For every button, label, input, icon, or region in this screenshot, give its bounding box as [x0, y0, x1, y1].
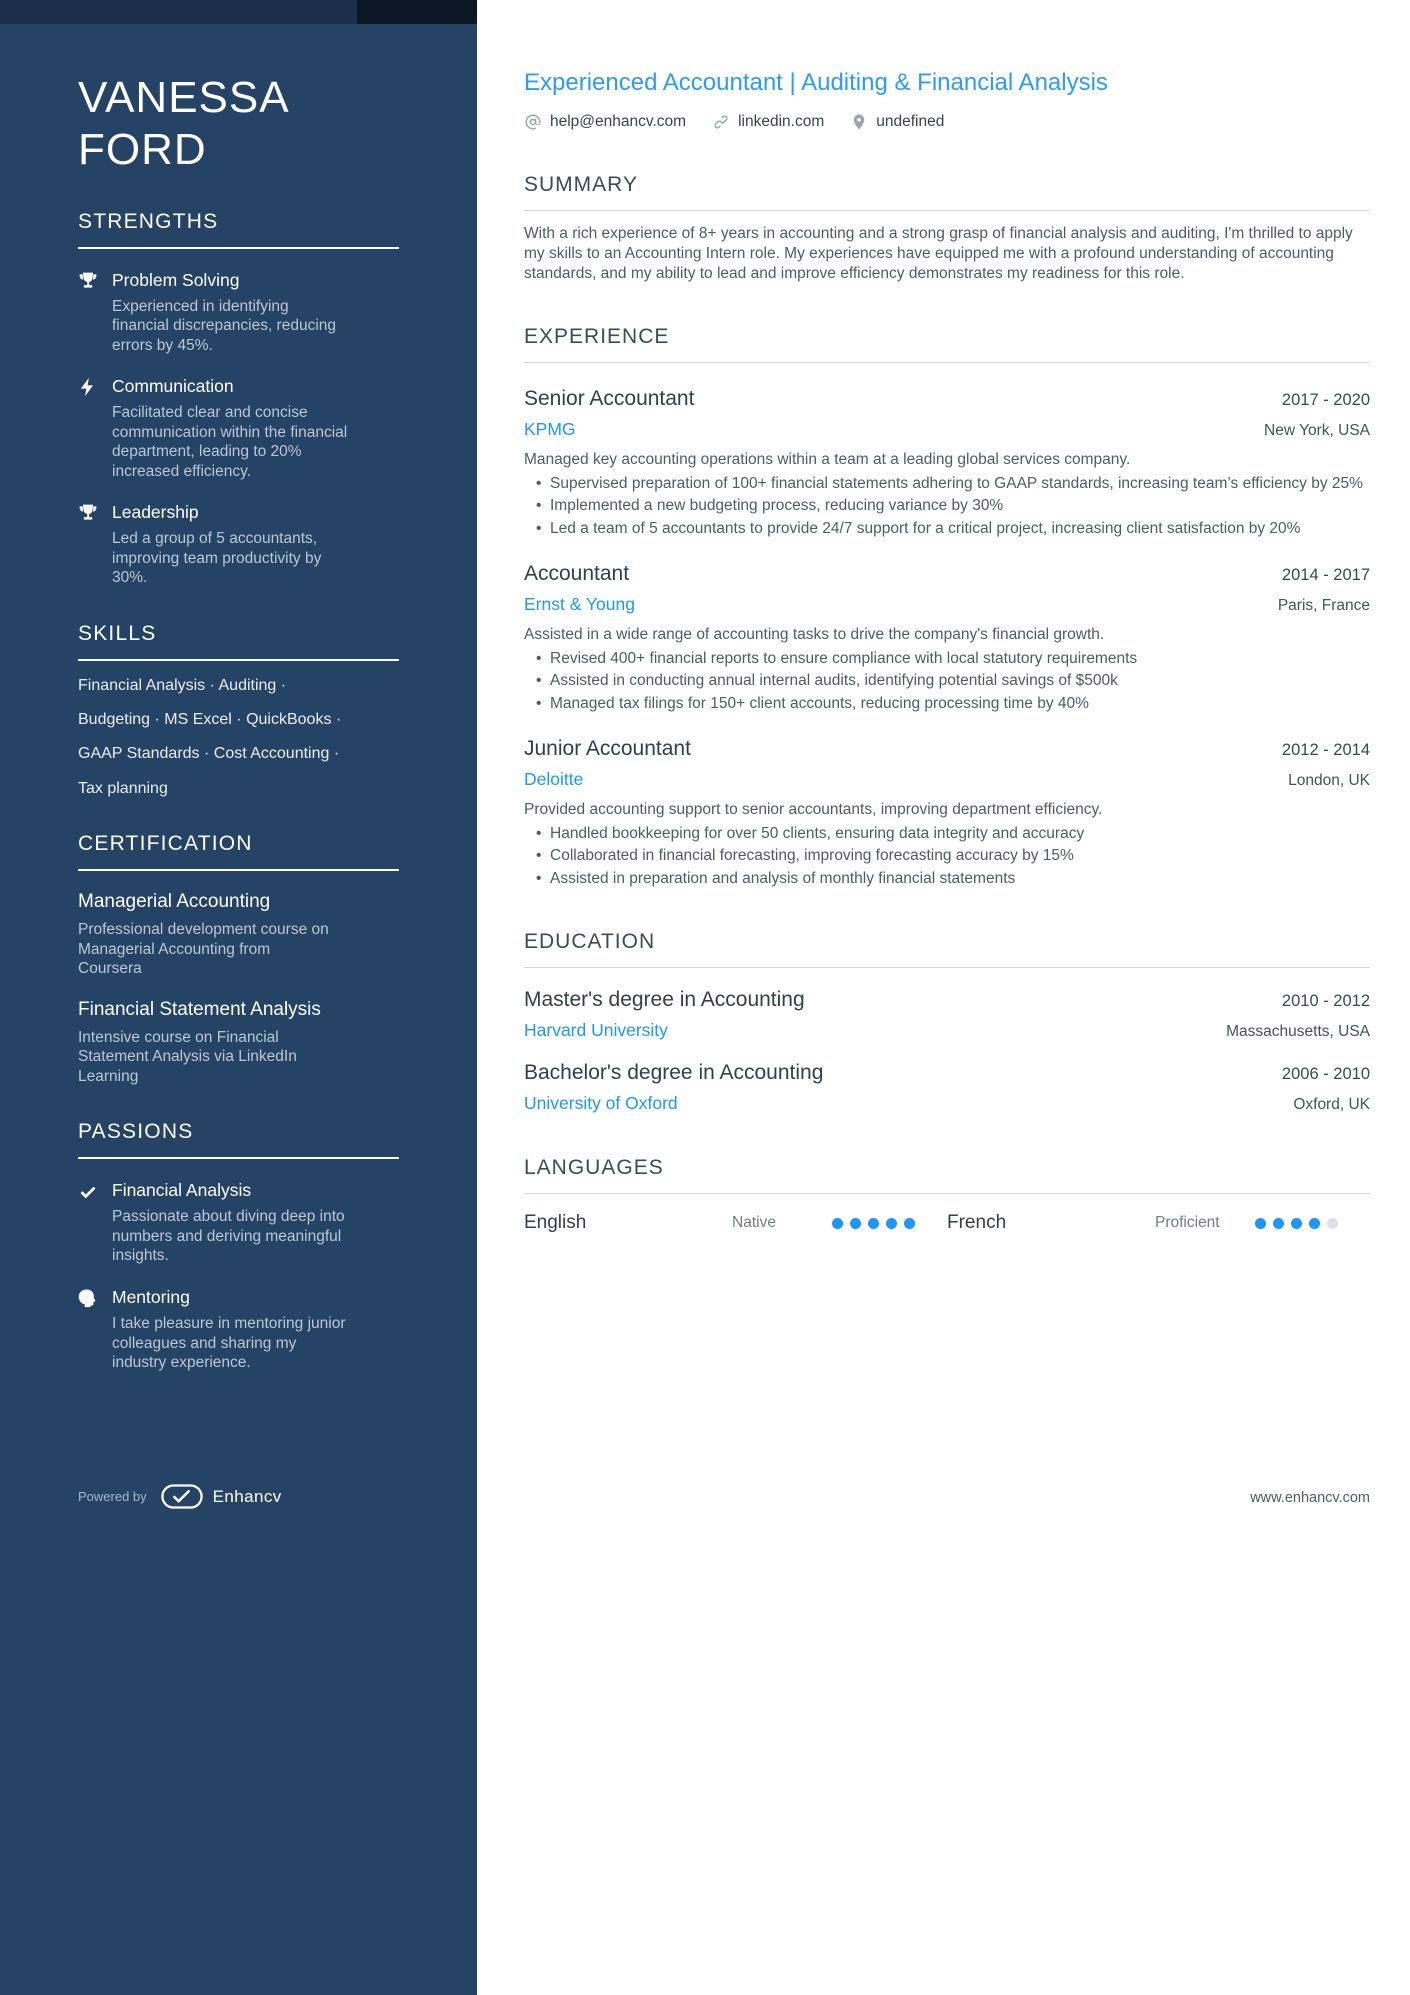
dot-filled — [868, 1218, 879, 1229]
company-name: KPMG — [524, 419, 576, 440]
passion-title: Mentoring — [112, 1286, 190, 1307]
divider — [78, 659, 399, 661]
location-text: undefined — [876, 113, 945, 131]
company-name: Ernst & Young — [524, 594, 635, 615]
strength-body — [112, 502, 349, 588]
certification-item — [78, 998, 399, 1087]
language-french — [947, 1212, 1370, 1234]
experience-section — [524, 325, 1370, 888]
enhancv-logo-icon — [161, 1484, 203, 1509]
divider — [78, 247, 399, 249]
job-bullet-list — [524, 474, 1370, 539]
strength-title: Problem Solving — [112, 269, 240, 290]
summary-text: With a rich experience of 8+ years in accounting and a strong grasp of financial analysis and auditing, I'm thrilled to apply my skills to an Accounting Intern role. My experiences have equipped me with a profound understanding of accounting standards, and my ability to lead and improve efficiency demonstrates my readiness for this role. — [524, 225, 1353, 282]
linkedin-contact[interactable] — [712, 113, 824, 131]
job-subheader — [524, 769, 1370, 790]
job-title: Senior Accountant — [524, 387, 695, 411]
job-bullet: • Managed tax filings for 150+ client accounts, reducing processing time by 40% — [524, 694, 1370, 714]
strength-item — [78, 502, 399, 588]
strength-item — [78, 270, 399, 356]
job-subheader — [524, 419, 1370, 440]
strength-body — [112, 270, 349, 356]
education-location: Oxford, UK — [1293, 1096, 1370, 1114]
passion-item — [78, 1287, 399, 1373]
strength-desc: Facilitated clear and concise communication within the financial department, leading to 20% increased efficiency. — [112, 404, 348, 480]
job-title: Junior Accountant — [524, 737, 691, 761]
experience-title: EXPERIENCE — [524, 325, 670, 349]
job-location: Paris, France — [1277, 597, 1370, 615]
skill-line: Budgeting · MS Excel · QuickBooks · — [78, 711, 342, 729]
dot-filled — [886, 1218, 897, 1229]
resume-headline: Experienced Accountant | Auditing & Financial Analysis — [524, 69, 1108, 96]
skill-line: Tax planning — [78, 779, 168, 797]
job-entry — [524, 737, 1370, 888]
passions-title: PASSIONS — [78, 1120, 194, 1144]
job-location: New York, USA — [1264, 422, 1370, 440]
enhancv-brand-name: Enhancv — [212, 1486, 282, 1506]
languages-section — [524, 1156, 1370, 1234]
dot-filled — [1255, 1218, 1266, 1229]
job-bullet: • Supervised preparation of 100+ financial statements adhering to GAAP standards, increasing team’s efficiency by 25% — [524, 474, 1370, 494]
job-summary: Managed key accounting operations within a team at a leading global services company. — [524, 451, 1131, 469]
company-name: Deloitte — [524, 769, 584, 790]
passion-desc: I take pleasure in mentoring junior colleagues and sharing my industry experience. — [112, 1314, 346, 1372]
strengths-title: STRENGTHS — [78, 209, 219, 233]
summary-section — [524, 173, 1370, 283]
job-header — [524, 737, 1370, 761]
head-icon — [78, 1288, 98, 1308]
bolt-icon — [78, 377, 98, 397]
skills-title: SKILLS — [78, 621, 157, 645]
education-title: EDUCATION — [524, 930, 656, 954]
education-entry — [524, 988, 1370, 1041]
strength-title: Leadership — [112, 502, 199, 523]
skill-line: GAAP Standards · Cost Accounting · — [78, 745, 340, 763]
location-pin-icon — [850, 113, 868, 131]
languages-row — [524, 1212, 1370, 1234]
job-dates: 2014 - 2017 — [1281, 566, 1370, 585]
language-english — [524, 1212, 947, 1234]
job-subheader — [524, 594, 1370, 615]
powered-by-label: Powered by — [78, 1489, 147, 1504]
sidebar — [0, 0, 477, 1995]
passions-section — [78, 1120, 399, 1372]
job-bullet: • Assisted in conducting annual internal audits, identifying potential savings of $500k — [524, 671, 1370, 691]
email-contact[interactable] — [524, 113, 686, 131]
link-icon — [712, 113, 730, 131]
powered-by-footer — [78, 1484, 282, 1509]
trophy-icon — [78, 271, 98, 291]
certification-desc: Intensive course on Financial Statement Analysis via LinkedIn Learning — [78, 1028, 297, 1085]
languages-title: LANGUAGES — [524, 1156, 664, 1180]
job-header — [524, 562, 1370, 586]
education-section — [524, 930, 1370, 1114]
education-subheader — [524, 1093, 1370, 1114]
school-name: University of Oxford — [524, 1093, 678, 1114]
passion-title: Financial Analysis — [112, 1180, 252, 1201]
certification-name: Financial Statement Analysis — [78, 998, 321, 1020]
job-entry — [524, 562, 1370, 713]
strength-title: Communication — [112, 376, 234, 397]
certification-item — [78, 890, 399, 979]
job-bullet: • Revised 400+ financial reports to ensure compliance with local statutory requirements — [524, 649, 1370, 669]
education-header — [524, 1061, 1370, 1085]
language-proficiency-dots — [832, 1218, 915, 1229]
dot-filled — [1273, 1218, 1284, 1229]
education-dates: 2010 - 2012 — [1281, 992, 1370, 1011]
education-location: Massachusetts, USA — [1226, 1023, 1370, 1041]
strength-desc: Led a group of 5 accountants, improving team productivity by 30%. — [112, 530, 322, 587]
dot-filled — [832, 1218, 843, 1229]
passion-body — [112, 1287, 349, 1373]
education-subheader — [524, 1020, 1370, 1041]
candidate-name: VANESSA FORD — [78, 73, 288, 174]
strength-body — [112, 376, 349, 481]
strengths-section — [78, 210, 399, 588]
dot-filled — [850, 1218, 861, 1229]
job-bullet-list — [524, 824, 1370, 889]
divider — [78, 869, 399, 871]
school-name: Harvard University — [524, 1020, 668, 1041]
linkedin-text: linkedin.com — [738, 113, 825, 131]
job-bullet: • Handled bookkeeping for over 50 clients, ensuring data integrity and accuracy — [524, 824, 1370, 844]
main-content — [477, 0, 1410, 1995]
education-header — [524, 988, 1370, 1012]
email-text: help@enhancv.com — [550, 113, 687, 131]
language-proficiency-dots — [1255, 1218, 1338, 1229]
job-bullet: • Assisted in preparation and analysis of monthly financial statements — [524, 869, 1370, 889]
job-dates: 2017 - 2020 — [1281, 391, 1370, 410]
certification-name: Managerial Accounting — [78, 890, 271, 912]
certification-title: CERTIFICATION — [78, 831, 253, 855]
divider — [78, 1157, 399, 1159]
sidebar-top-strip — [0, 0, 477, 24]
skill-line: Financial Analysis · Auditing · — [78, 676, 287, 694]
dot-filled — [1309, 1218, 1320, 1229]
summary-title: SUMMARY — [524, 173, 638, 197]
divider — [524, 210, 1370, 211]
job-dates: 2012 - 2014 — [1281, 741, 1370, 760]
job-bullet-list — [524, 649, 1370, 714]
degree-name: Bachelor's degree in Accounting — [524, 1061, 824, 1085]
dot-empty — [1327, 1218, 1338, 1229]
job-header — [524, 387, 1370, 411]
dot-filled — [1291, 1218, 1302, 1229]
job-location: London, UK — [1288, 772, 1370, 790]
certification-section — [78, 832, 399, 1087]
language-level: Proficient — [1155, 1214, 1220, 1232]
passion-item — [78, 1180, 399, 1266]
degree-name: Master's degree in Accounting — [524, 988, 805, 1012]
certification-desc: Professional development course on Managerial Accounting from Coursera — [78, 921, 329, 978]
at-icon — [524, 113, 542, 131]
passion-desc: Passionate about diving deep into numbers and deriving meaningful insights. — [112, 1208, 345, 1265]
strength-desc: Experienced in identifying financial discrepancies, reducing errors by 45%. — [112, 297, 337, 354]
job-title: Accountant — [524, 562, 630, 586]
education-dates: 2006 - 2010 — [1281, 1065, 1370, 1084]
job-summary: Provided accounting support to senior accountants, improving department efficiency. — [524, 801, 1103, 819]
divider — [524, 362, 1370, 363]
enhancv-url[interactable]: www.enhancv.com — [1250, 1490, 1370, 1506]
skills-section — [78, 622, 399, 798]
divider — [524, 1193, 1370, 1194]
education-entry — [524, 1061, 1370, 1114]
job-summary: Assisted in a wide range of accounting tasks to drive the company's financial growth. — [524, 626, 1105, 644]
contact-row — [524, 113, 1370, 131]
language-name: French — [947, 1212, 1007, 1234]
job-bullet: • Collaborated in financial forecasting, improving forecasting accuracy by 15% — [524, 846, 1370, 866]
language-level: Native — [732, 1214, 776, 1232]
passion-body — [112, 1180, 349, 1266]
language-name: English — [524, 1212, 587, 1234]
job-bullet: • Implemented a new budgeting process, reducing variance by 30% — [524, 496, 1370, 516]
trophy-icon — [78, 503, 98, 523]
job-bullet: • Led a team of 5 accountants to provide 24/7 support for a critical project, increasing client satisfaction by 20% — [524, 519, 1370, 539]
location-contact — [850, 113, 944, 131]
divider — [524, 967, 1370, 968]
job-entry — [524, 387, 1370, 538]
dot-filled — [904, 1218, 915, 1229]
strength-item — [78, 376, 399, 481]
check-icon — [78, 1181, 98, 1201]
